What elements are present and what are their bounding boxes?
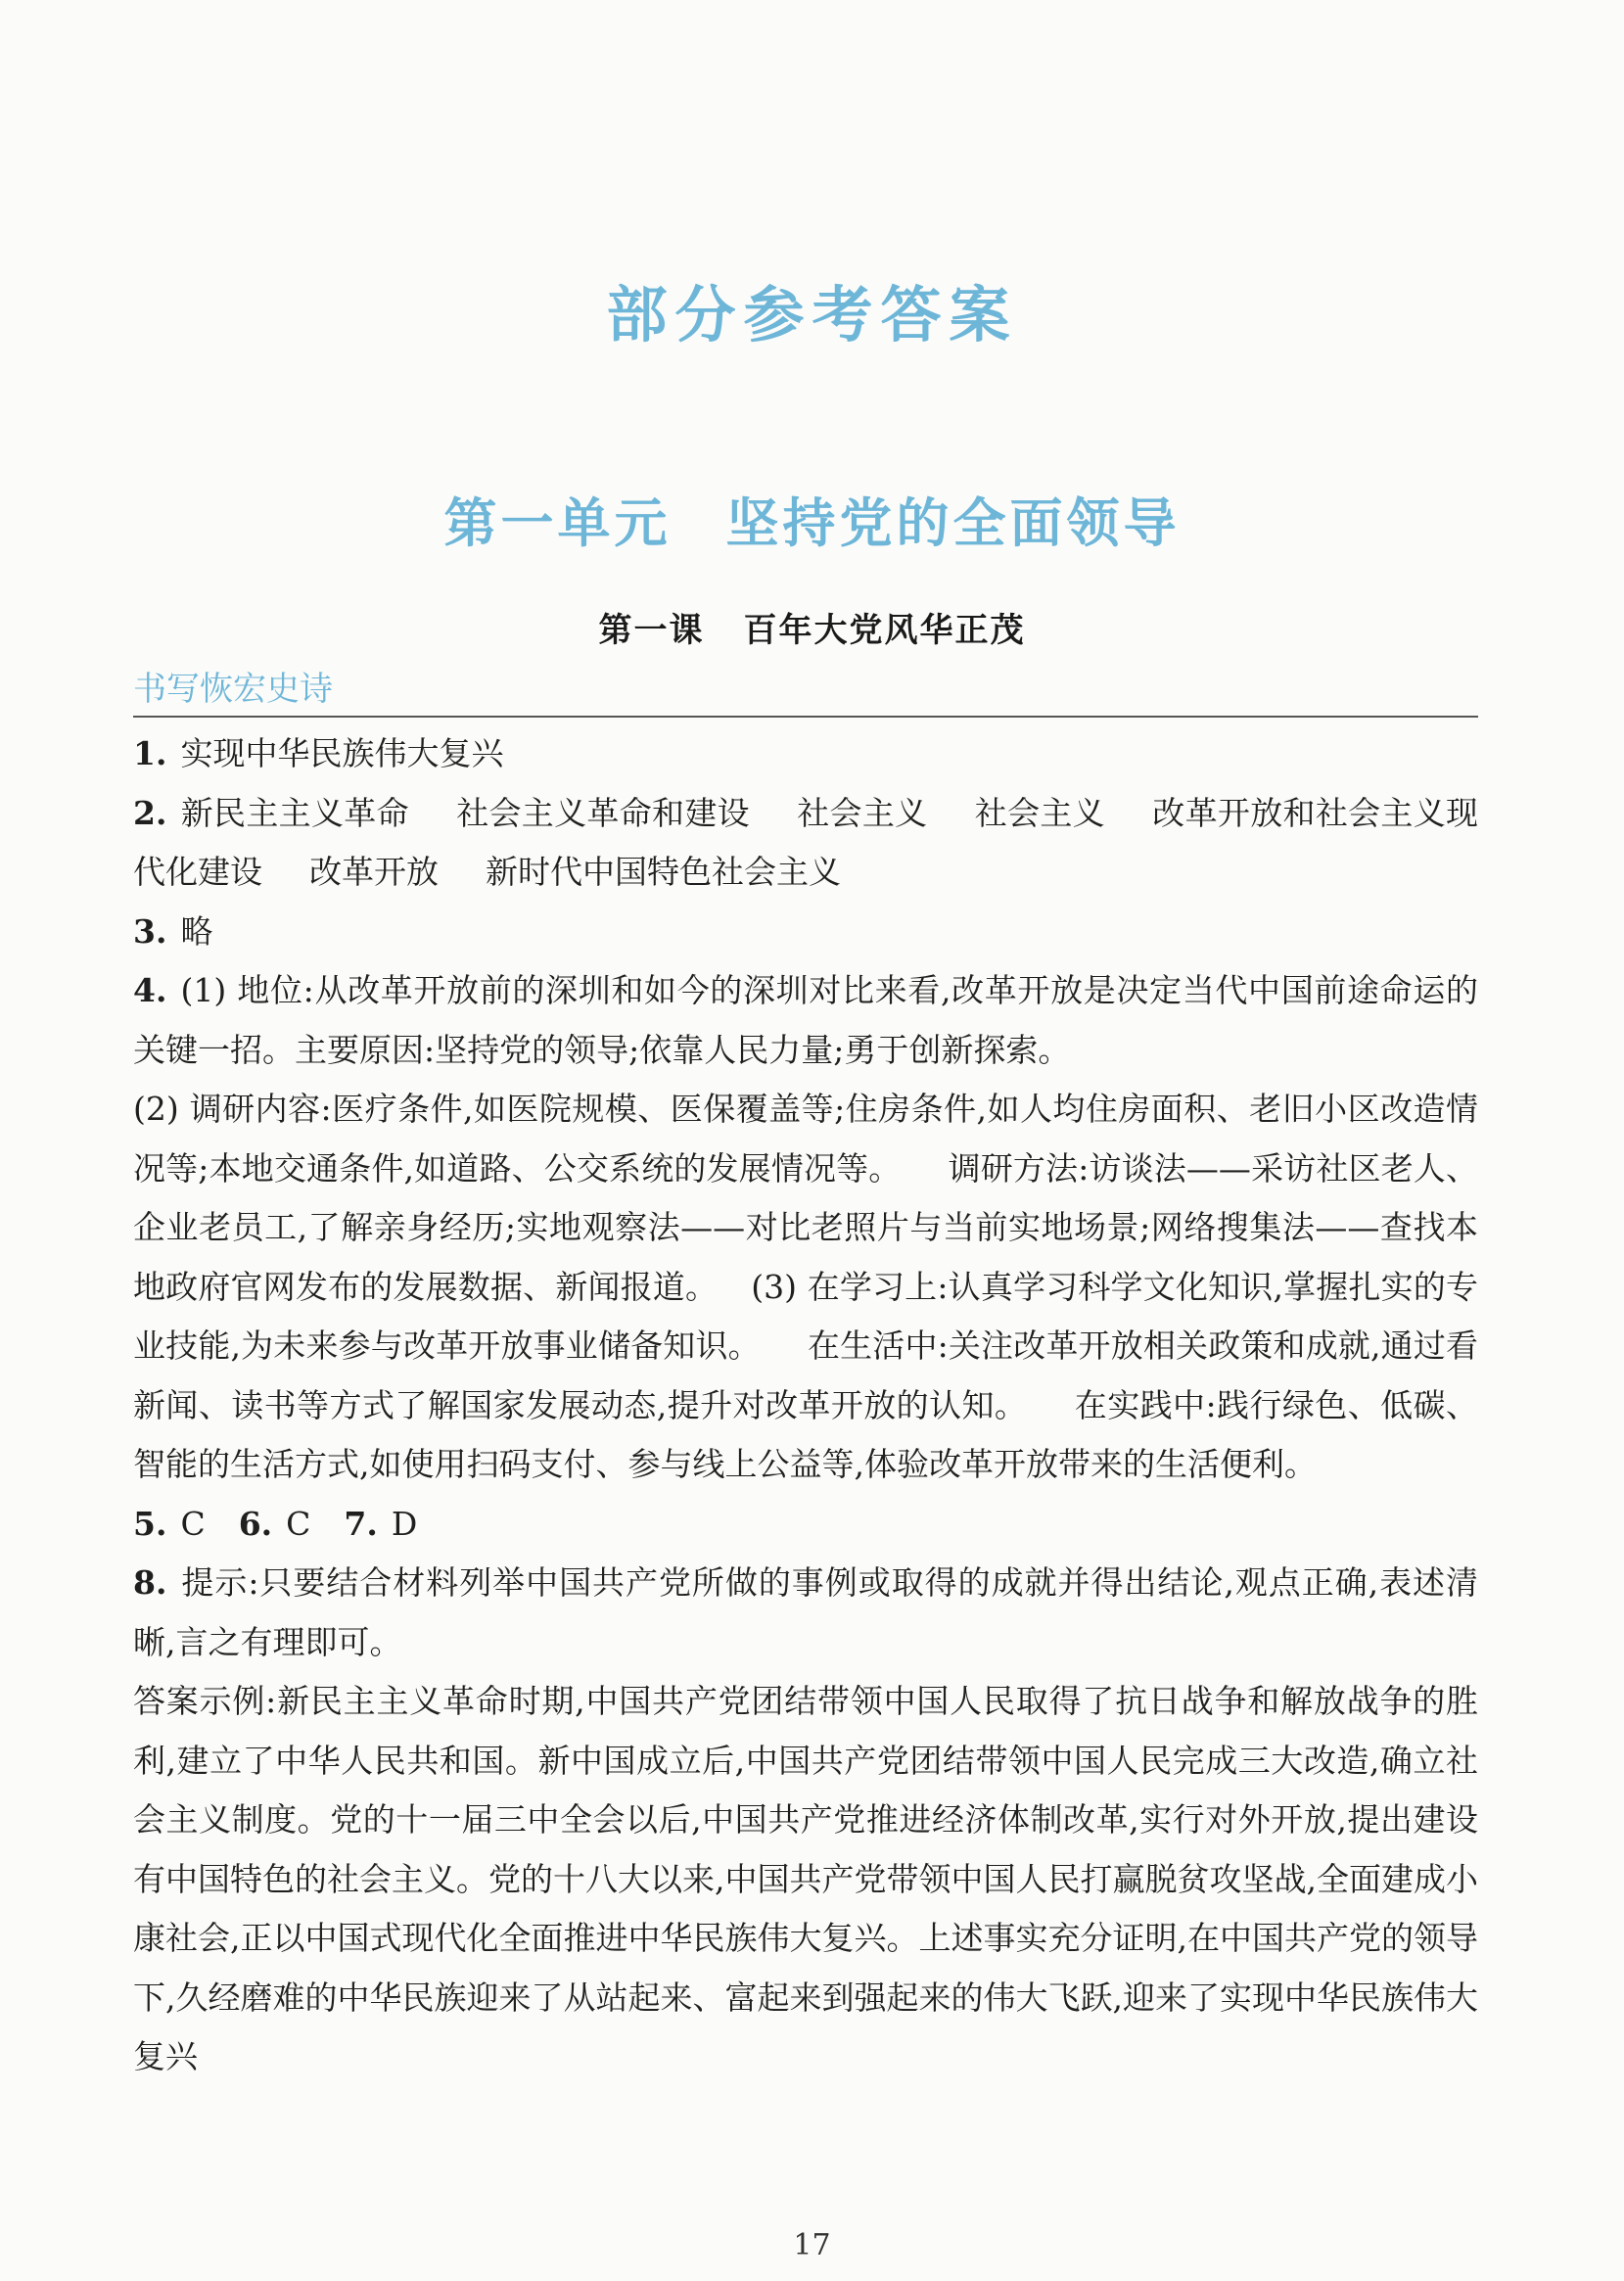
answer-4-part-2: (2) 调研内容:医疗条件,如医院规模、医保覆盖等;住房条件,如人均住房面积、老旧小区改造情况等;本地交通条件,如道路、公交系统的发展情况等。 调研方法:访谈法——采访社区老人、企业老员工,了解亲身经历;实地观察法——对比老照片与当前实地场景;网络搜集法——查找本地政府官网发布的发展数据、新闻报道。 (3) 在学习上:认真学习科学文化知识,掌握扎实的专业技能,为未来参与改革开放事业储备知识。 在生活中:关注改革开放相关政策和成就,通过看新闻、读书等方式了解国家发展动态,提升对改革开放的认知。 在实践中:践行绿色、低碳、智能的生活方式,如使用扫码支付、参与线上公益等,体验改革开放带来的生活便利。 [133, 1090, 1479, 1483]
answer-5-7: 5. C 6. C 7. D [133, 1504, 418, 1543]
section-heading [133, 662, 1478, 718]
lesson-number: 第一课 [598, 611, 705, 650]
answer-2: 2. 新民主主义革命 社会主义革命和建设 社会主义 社会主义 改革开放和社会主义现代化建设 改革开放 新时代中国特色社会主义 [133, 793, 1479, 891]
page-number: 17 [793, 2228, 831, 2262]
section-title: 书写恢宏史诗 [133, 670, 333, 709]
unit-title [0, 482, 1624, 557]
unit-name: 坚持党的全面领导 [725, 491, 1181, 554]
answer-1: 1. 实现中华民族伟大复兴 [133, 734, 504, 772]
answer-4-part-1: 4. (1) 地位:从改革开放前的深圳和如今的深圳对比来看,改革开放是决定当代中国前途命运的关键一招。主要原因:坚持党的领导;依靠人民力量;勇于创新探索。 [133, 971, 1478, 1069]
page-title: 部分参考答案 [606, 279, 1018, 350]
unit-number: 第一单元 [443, 491, 672, 554]
answer-8-hint: 8. 提示:只要结合材料列举中国共产党所做的事例或取得的成就并得出结论,观点正确,表述清晰,言之有理即可。 [133, 1563, 1478, 1661]
answer-8-example: 答案示例:新民主主义革命时期,中国共产党团结带领中国人民取得了抗日战争和解放战争的胜利,建立了中华人民共和国。新中国成立后,中国共产党团结带领中国人民完成三大改造,确立社会主义制度。党的十一届三中全会以后,中国共产党推进经济体制改革,实行对外开放,提出建设有中国特色的社会主义。党的十八大以来,中国共产党带领中国人民打赢脱贫攻坚战,全面建成小康社会,正以中国式现代化全面推进中华民族伟大复兴。上述事实充分证明,在中国共产党的领导下,久经磨难的中华民族迎来了从站起来、富起来到强起来的伟大飞跃,迎来了实现中华民族伟大复兴 [133, 1682, 1478, 2075]
lesson-title [0, 603, 1624, 651]
answer-content [133, 724, 1478, 2087]
answer-3: 3. 略 [133, 911, 213, 951]
lesson-name: 百年大党风华正茂 [743, 611, 1026, 650]
